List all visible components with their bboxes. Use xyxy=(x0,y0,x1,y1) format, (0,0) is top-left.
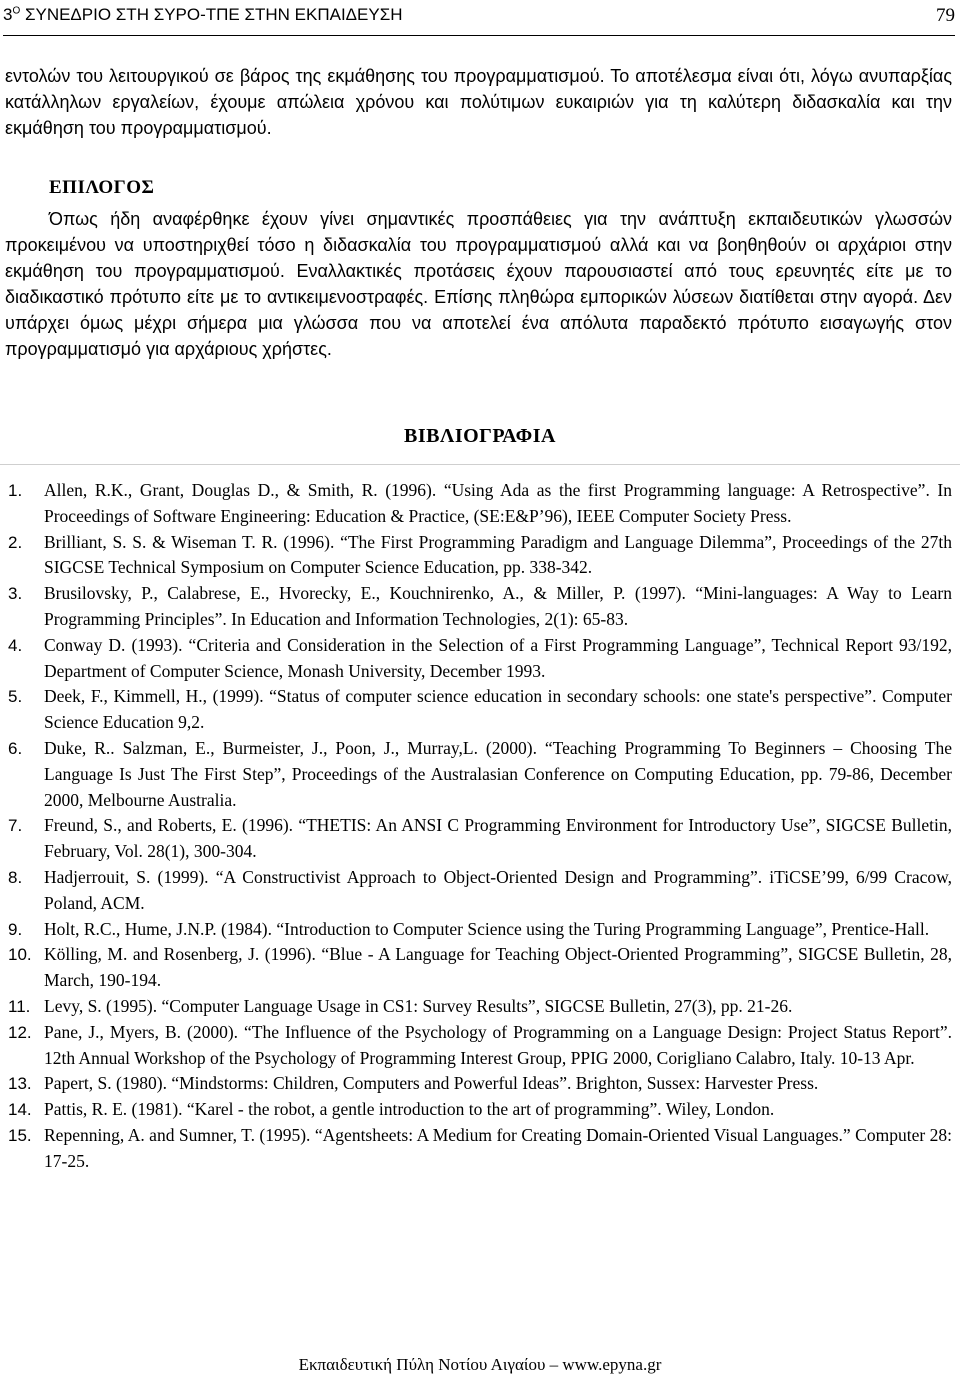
reference-item xyxy=(8,633,952,685)
reference-text: Pane, J., Myers, B. (2000). “The Influence of the Psychology of Programming on a Language Design: Project Status Report”. 12th Annual Workshop of the Psychology of Programming Interest Group, PPIG 2000, Corigliano Calabro, Italy. 10-13 Apr. xyxy=(44,1021,952,1068)
reference-text: Freund, S., and Roberts, E. (1996). “THETIS: An ANSI C Programming Environment for Introductory Use”, SIGCSE Bulletin, February, Vol. 28(1), 300-304. xyxy=(44,815,952,862)
reference-text: Brusilovsky, P., Calabrese, E., Hvorecky, E., Kouchnirenko, A., & Miller, P. (1997). “Mini-languages: A Way to Learn Programming Principles”. In Education and Information Technologies, 2(1): 65-83. xyxy=(44,583,952,629)
reference-item xyxy=(8,917,952,943)
conference-name: ΣΥΝΕΔΡΙΟ ΣΤΗ ΣΥΡΟ-ΤΠΕ ΣΤΗΝ ΕΚΠΑΙΔΕΥΣΗ xyxy=(20,5,403,24)
reference-text: Allen, R.K., Grant, Douglas D., & Smith, R. (1996). “Using Ada as the first Programming language: A Retrospective”. In Proceedings of Software Engineering: Education & Practice, (SE:E&P’96), IEEE Computer Society Press. xyxy=(44,480,952,526)
reference-item xyxy=(8,865,952,917)
reference-item xyxy=(8,1020,952,1072)
reference-text: Levy, S. (1995). “Computer Language Usage in CS1: Survey Results”, SIGCSE Bulletin, 27(3), pp. 21-26. xyxy=(44,995,793,1016)
reference-number: 14. xyxy=(8,1100,32,1120)
reference-number: 1. xyxy=(8,481,23,500)
reference-text: Brilliant, S. S. & Wiseman T. R. (1996). “The First Programming Paradigm and Language Dilemma”, Proceedings of the 27th SIGCSE Technical Symposium on Computer Science Education, pp. 338-342. xyxy=(44,531,952,578)
header-divider xyxy=(3,35,955,36)
bibliography-divider xyxy=(0,464,960,465)
page-footer: Εκπαιδευτική Πύλη Νοτίου Αιγαίου – www.epyna.gr xyxy=(298,1355,662,1374)
reference-text: Kölling, M. and Rosenberg, J. (1996). “Blue - A Language for Teaching Object-Oriented Programming”, SIGCSE Bulletin, 28, March, 190-194. xyxy=(44,944,952,991)
reference-item xyxy=(8,530,952,582)
epilogos-paragraph: Όπως ήδη αναφέρθηκε έχουν γίνει σημαντικές προσπάθειες για την ανάπτυξη εκπαιδευτικών γλωσσών προκειμένου να υποστηριχθεί τόσο η διδασκαλία του προγραμματισμού αλλά και να βοηθηθούν οι αρχάριοι στην εκμάθηση του προγραμματισμού. Εναλλακτικές προτάσεις έχουν παρουσιαστεί από τους ερευνητές είτε με το διαδικαστικό πρότυπο είτε με το αντικειμενοστραφές. Επίσης πληθώρα εμπορικών λύσεων διατίθεται στην αγορά. Δεν υπάρχει όμως μέχρι σήμερα μια γλώσσα που να αποτελεί ένα απόλυτα παραδεκτό πρότυπο εισαγωγής στον προγραμματισμό για αρχάριους χρήστες. xyxy=(5,209,952,359)
reference-number: 6. xyxy=(8,738,23,758)
reference-number: 3. xyxy=(8,584,23,604)
reference-text: Repenning, A. and Sumner, T. (1995). “Agentsheets: A Medium for Creating Domain-Oriented Visual Languages.” Computer 28: 17-25. xyxy=(44,1124,952,1171)
reference-item xyxy=(8,736,952,813)
page-number: 79 xyxy=(936,5,955,26)
reference-number: 4. xyxy=(8,635,23,655)
reference-text: Pattis, R. E. (1981). “Karel - the robot, a gentle introduction to the art of programming”. Wiley, London. xyxy=(44,1099,775,1120)
reference-list xyxy=(8,478,952,1175)
reference-number: 5. xyxy=(8,687,23,707)
reference-item xyxy=(8,1123,952,1175)
reference-text: Deek, F., Kimmell, H., (1999). “Status of computer science education in secondary schools: one state's perspective”. Computer Science Education 9,2. xyxy=(44,686,952,733)
reference-number: 13. xyxy=(8,1074,32,1094)
reference-number: 7. xyxy=(8,816,23,836)
reference-text: Duke, R.. Salzman, E., Burmeister, J., Poon, J., Murray,L. (2000). “Teaching Programming To Beginners – Choosing The Language Is Just The First Step”, Proceedings of the Australasian Conference on Computing Education, pp. 79-86, December 2000, Melbourne Australia. xyxy=(44,737,952,810)
reference-item xyxy=(8,813,952,865)
reference-text: Conway D. (1993). “Criteria and Consideration in the Selection of a First Programming Language”, Technical Report 93/192, Department of Computer Science, Monash University, December 1993. xyxy=(44,634,952,681)
reference-number: 2. xyxy=(8,532,23,552)
epilogos-heading: ΕΠΙΛΟΓΟΣ xyxy=(49,177,155,198)
reference-item xyxy=(8,684,952,736)
reference-number: 10. xyxy=(8,945,32,965)
conference-number: 3 xyxy=(3,5,13,24)
conference-title xyxy=(3,5,403,25)
reference-number: 11. xyxy=(8,996,31,1016)
reference-text: Papert, S. (1980). “Mindstorms: Children, Computers and Powerful Ideas”. Brighton, Sussex: Harvester Press. xyxy=(44,1073,819,1094)
intro-paragraph: εντολών του λειτουργικού σε βάρος της εκμάθησης του προγραμματισμού. Το αποτέλεσμα είναι ότι, λόγω ανυπαρξίας κατάλληλων εργαλείων, έχουμε απώλεια χρόνου και πολύτιμων ευκαιριών για τη καλύτερη διδασκαλία και την εκμάθηση του προγραμματισμού. xyxy=(5,66,952,138)
reference-item xyxy=(8,478,952,530)
reference-item xyxy=(8,994,952,1020)
reference-item xyxy=(8,1071,952,1097)
reference-number: 8. xyxy=(8,867,23,887)
reference-item xyxy=(8,942,952,994)
conference-ordinal: O xyxy=(12,5,21,17)
running-header xyxy=(3,2,955,36)
reference-text: Hadjerrouit, S. (1999). “A Constructivist Approach to Object-Oriented Design and Programming”. iTiCSE’99, 6/99 Cracow, Poland, ACM. xyxy=(44,866,952,913)
reference-number: 9. xyxy=(8,919,23,939)
reference-item xyxy=(8,581,952,633)
reference-number: 12. xyxy=(8,1022,32,1042)
reference-number: 15. xyxy=(8,1125,32,1145)
reference-item xyxy=(8,1097,952,1123)
reference-text: Holt, R.C., Hume, J.N.P. (1984). “Introduction to Computer Science using the Turing Programming Language”, Prentice-Hall. xyxy=(44,918,930,939)
bibliography-heading: ΒΙΒΛΙΟΓΡΑΦΙΑ xyxy=(404,425,556,447)
